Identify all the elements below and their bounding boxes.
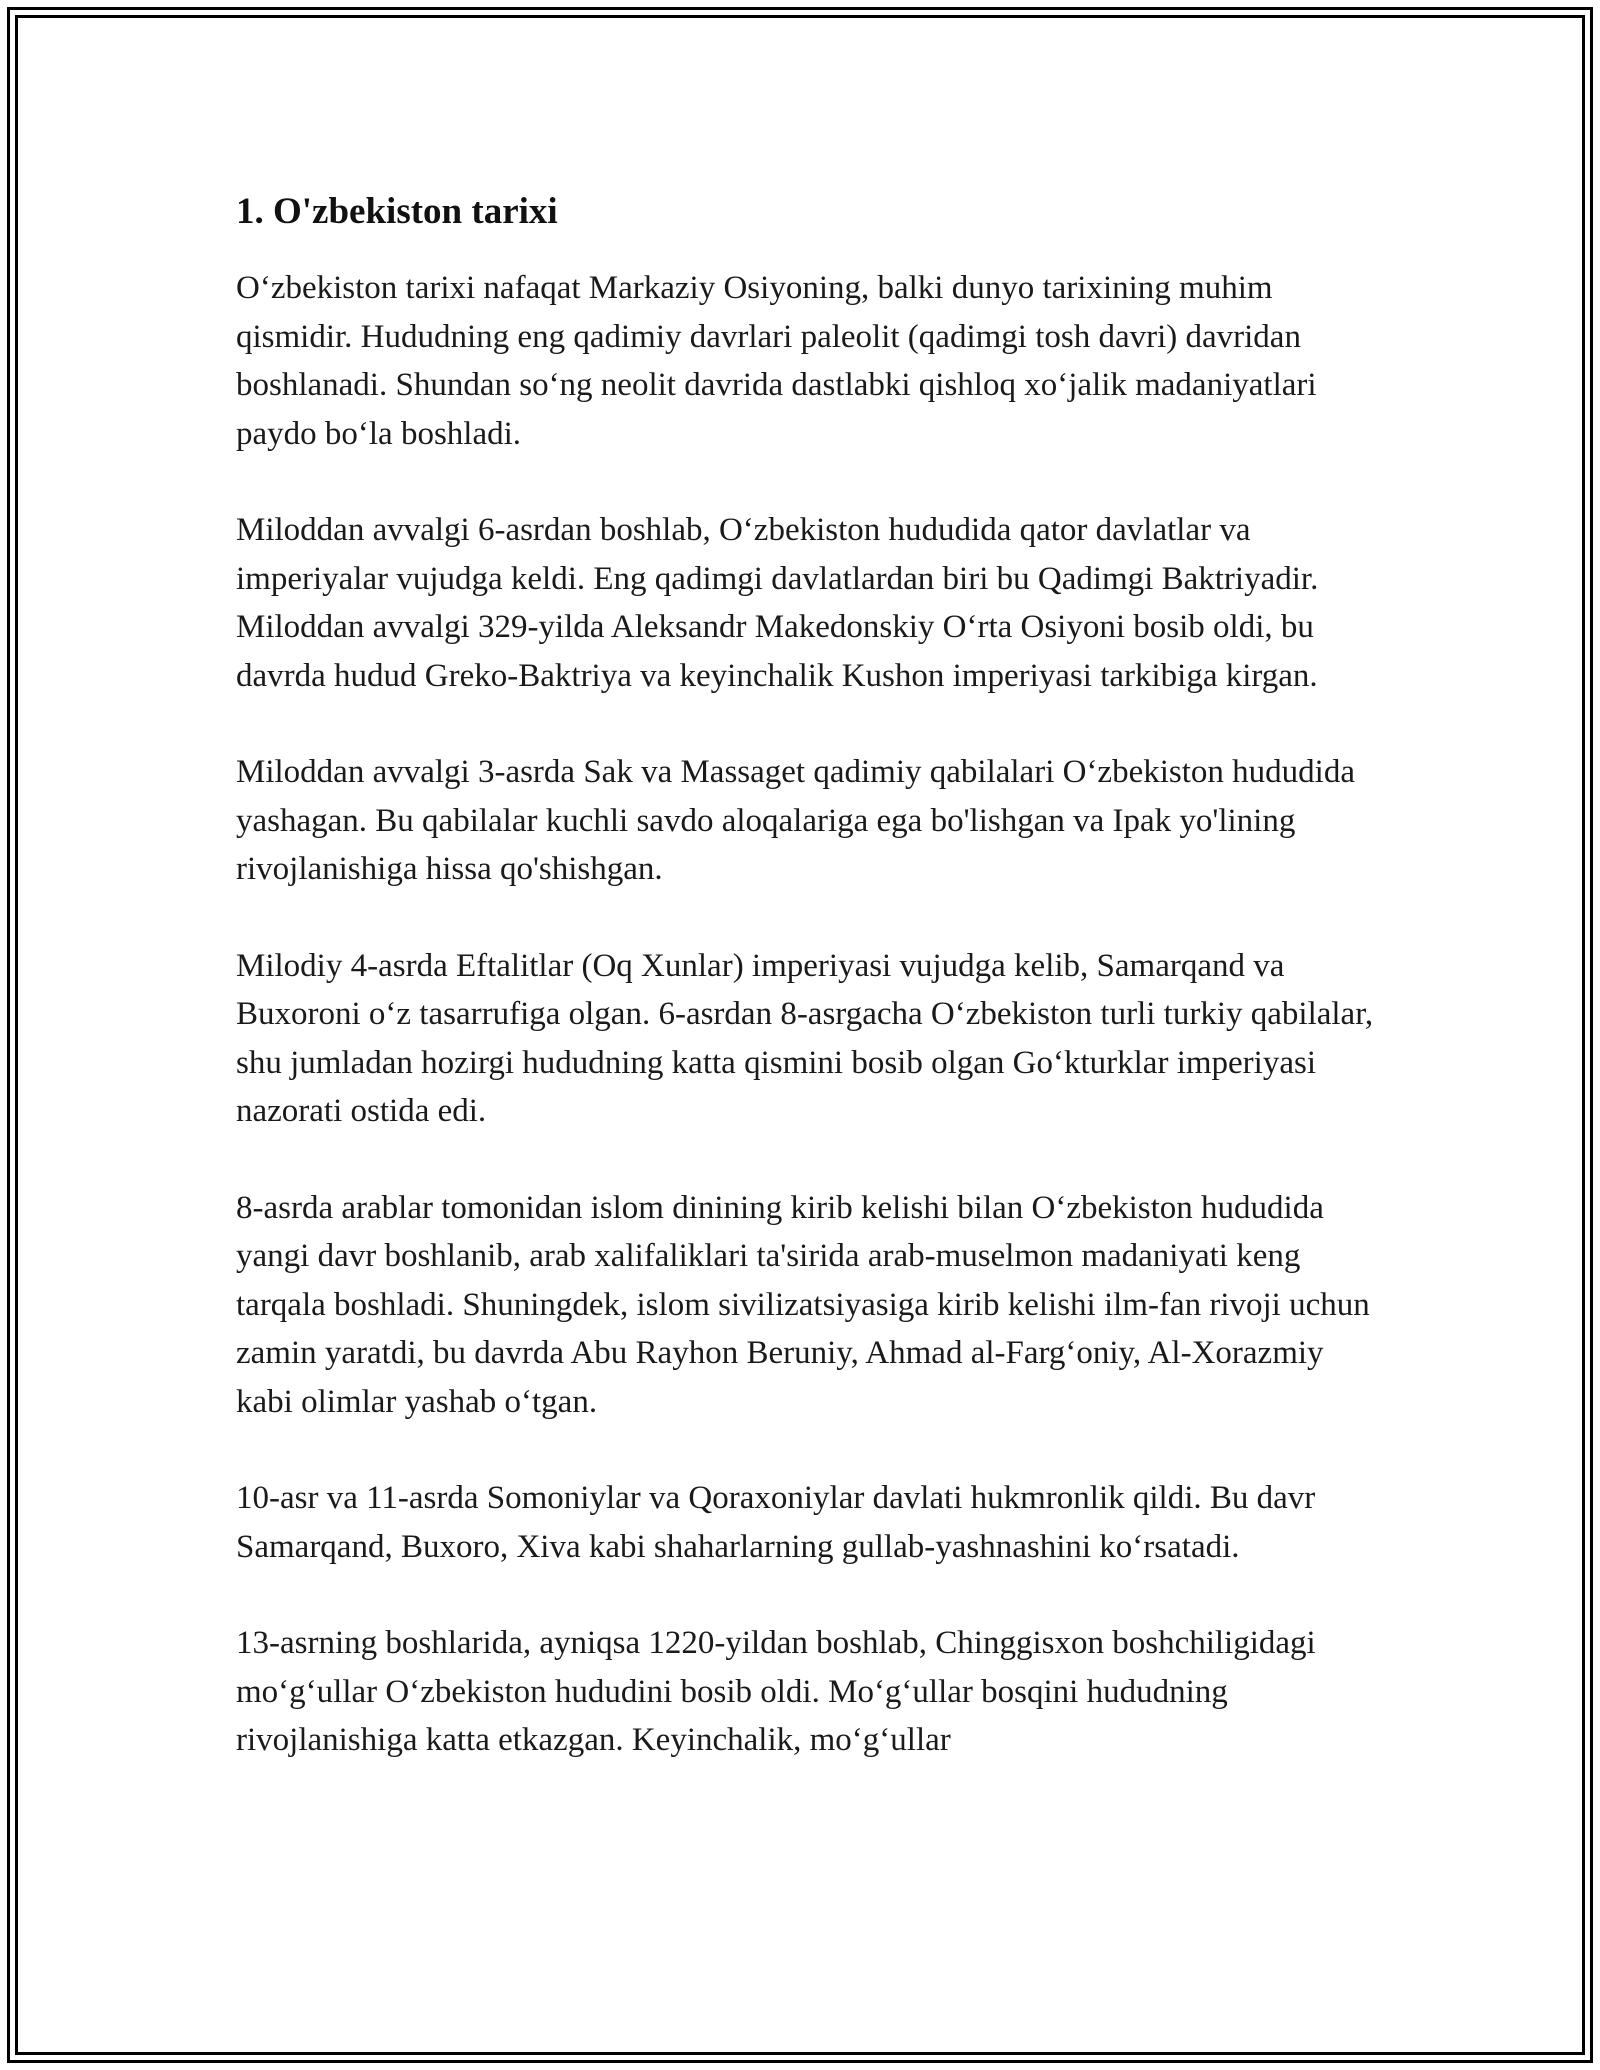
document-title: 1. O'zbekiston tarixi xyxy=(236,191,558,232)
paragraph-3: Miloddan avvalgi 3-asrda Sak va Massaget qadimiy qabilalari O‘zbekiston hududida yashagan. Bu qabilalar kuchli savdo aloqalariga ega bo'lishgan va Ipak yo'lining rivojlanishiga hissa qo'shishgan. xyxy=(236,754,1355,887)
paragraph-7: 13-asrning boshlarida, ayniqsa 1220-yildan boshlab, Chinggisxon boshchiligidagi mo‘g‘ullar O‘zbekiston hududini bosib oldi. Mo‘g‘ullar bosqini hududning rivojlanishiga katta etkazgan. Keyinchalik, mo‘g‘ullar xyxy=(236,1625,1316,1758)
document-body xyxy=(236,186,1376,1813)
paragraph-1: O‘zbekiston tarixi nafaqat Markaziy Osiyoning, balki dunyo tarixining muhim qismidir. Hududning eng qadimiy davrlari paleolit (qadimgi tosh davri) davridan boshlanadi. Shundan so‘ng neolit davrida dastlabki qishloq xo‘jalik madaniyatlari paydo bo‘la boshladi. xyxy=(236,270,1317,452)
paragraph-5: 8-asrda arablar tomonidan islom dinining kirib kelishi bilan O‘zbekiston hududida yangi davr boshlanib, arab xalifaliklari ta'sirida arab-muselmon madaniyati keng tarqala boshladi. Shuningdek, islom sivilizatsiyasiga kirib kelishi ilm-fan rivoji uchun zamin yaratdi, bu davrda Abu Rayhon Beruniy, Ahmad al-Farg‘oniy, Al-Xorazmiy kabi olimlar yashab o‘tgan. xyxy=(236,1189,1370,1420)
paragraph-6: 10-asr va 11-asrda Somoniylar va Qoraxoniylar davlati hukmronlik qildi. Bu davr Samarqand, Buxoro, Xiva kabi shaharlarning gullab-yashnashini ko‘rsatadi. xyxy=(236,1480,1316,1565)
paragraph-2: Miloddan avvalgi 6-asrdan boshlab, O‘zbekiston hududida qator davlatlar va imperiyalar vujudga keldi. Eng qadimgi davlatlardan biri bu Qadimgi Baktriyadir. Miloddan avvalgi 329-yilda Aleksandr Makedonskiy O‘rta Osiyoni bosib oldi, bu davrda hudud Greko-Baktriya va keyinchalik Kushon imperiyasi tarkibiga kirgan. xyxy=(236,512,1319,694)
paragraph-4: Milodiy 4-asrda Eftalitlar (Oq Xunlar) imperiyasi vujudga kelib, Samarqand va Buxoroni o‘z tasarrufiga olgan. 6-asrdan 8-asrgacha O‘zbekiston turli turkiy qabilalar, shu jumladan hozirgi hududning katta qismini bosib olgan Go‘kturklar imperiyasi nazorati ostida edi. xyxy=(236,947,1374,1129)
